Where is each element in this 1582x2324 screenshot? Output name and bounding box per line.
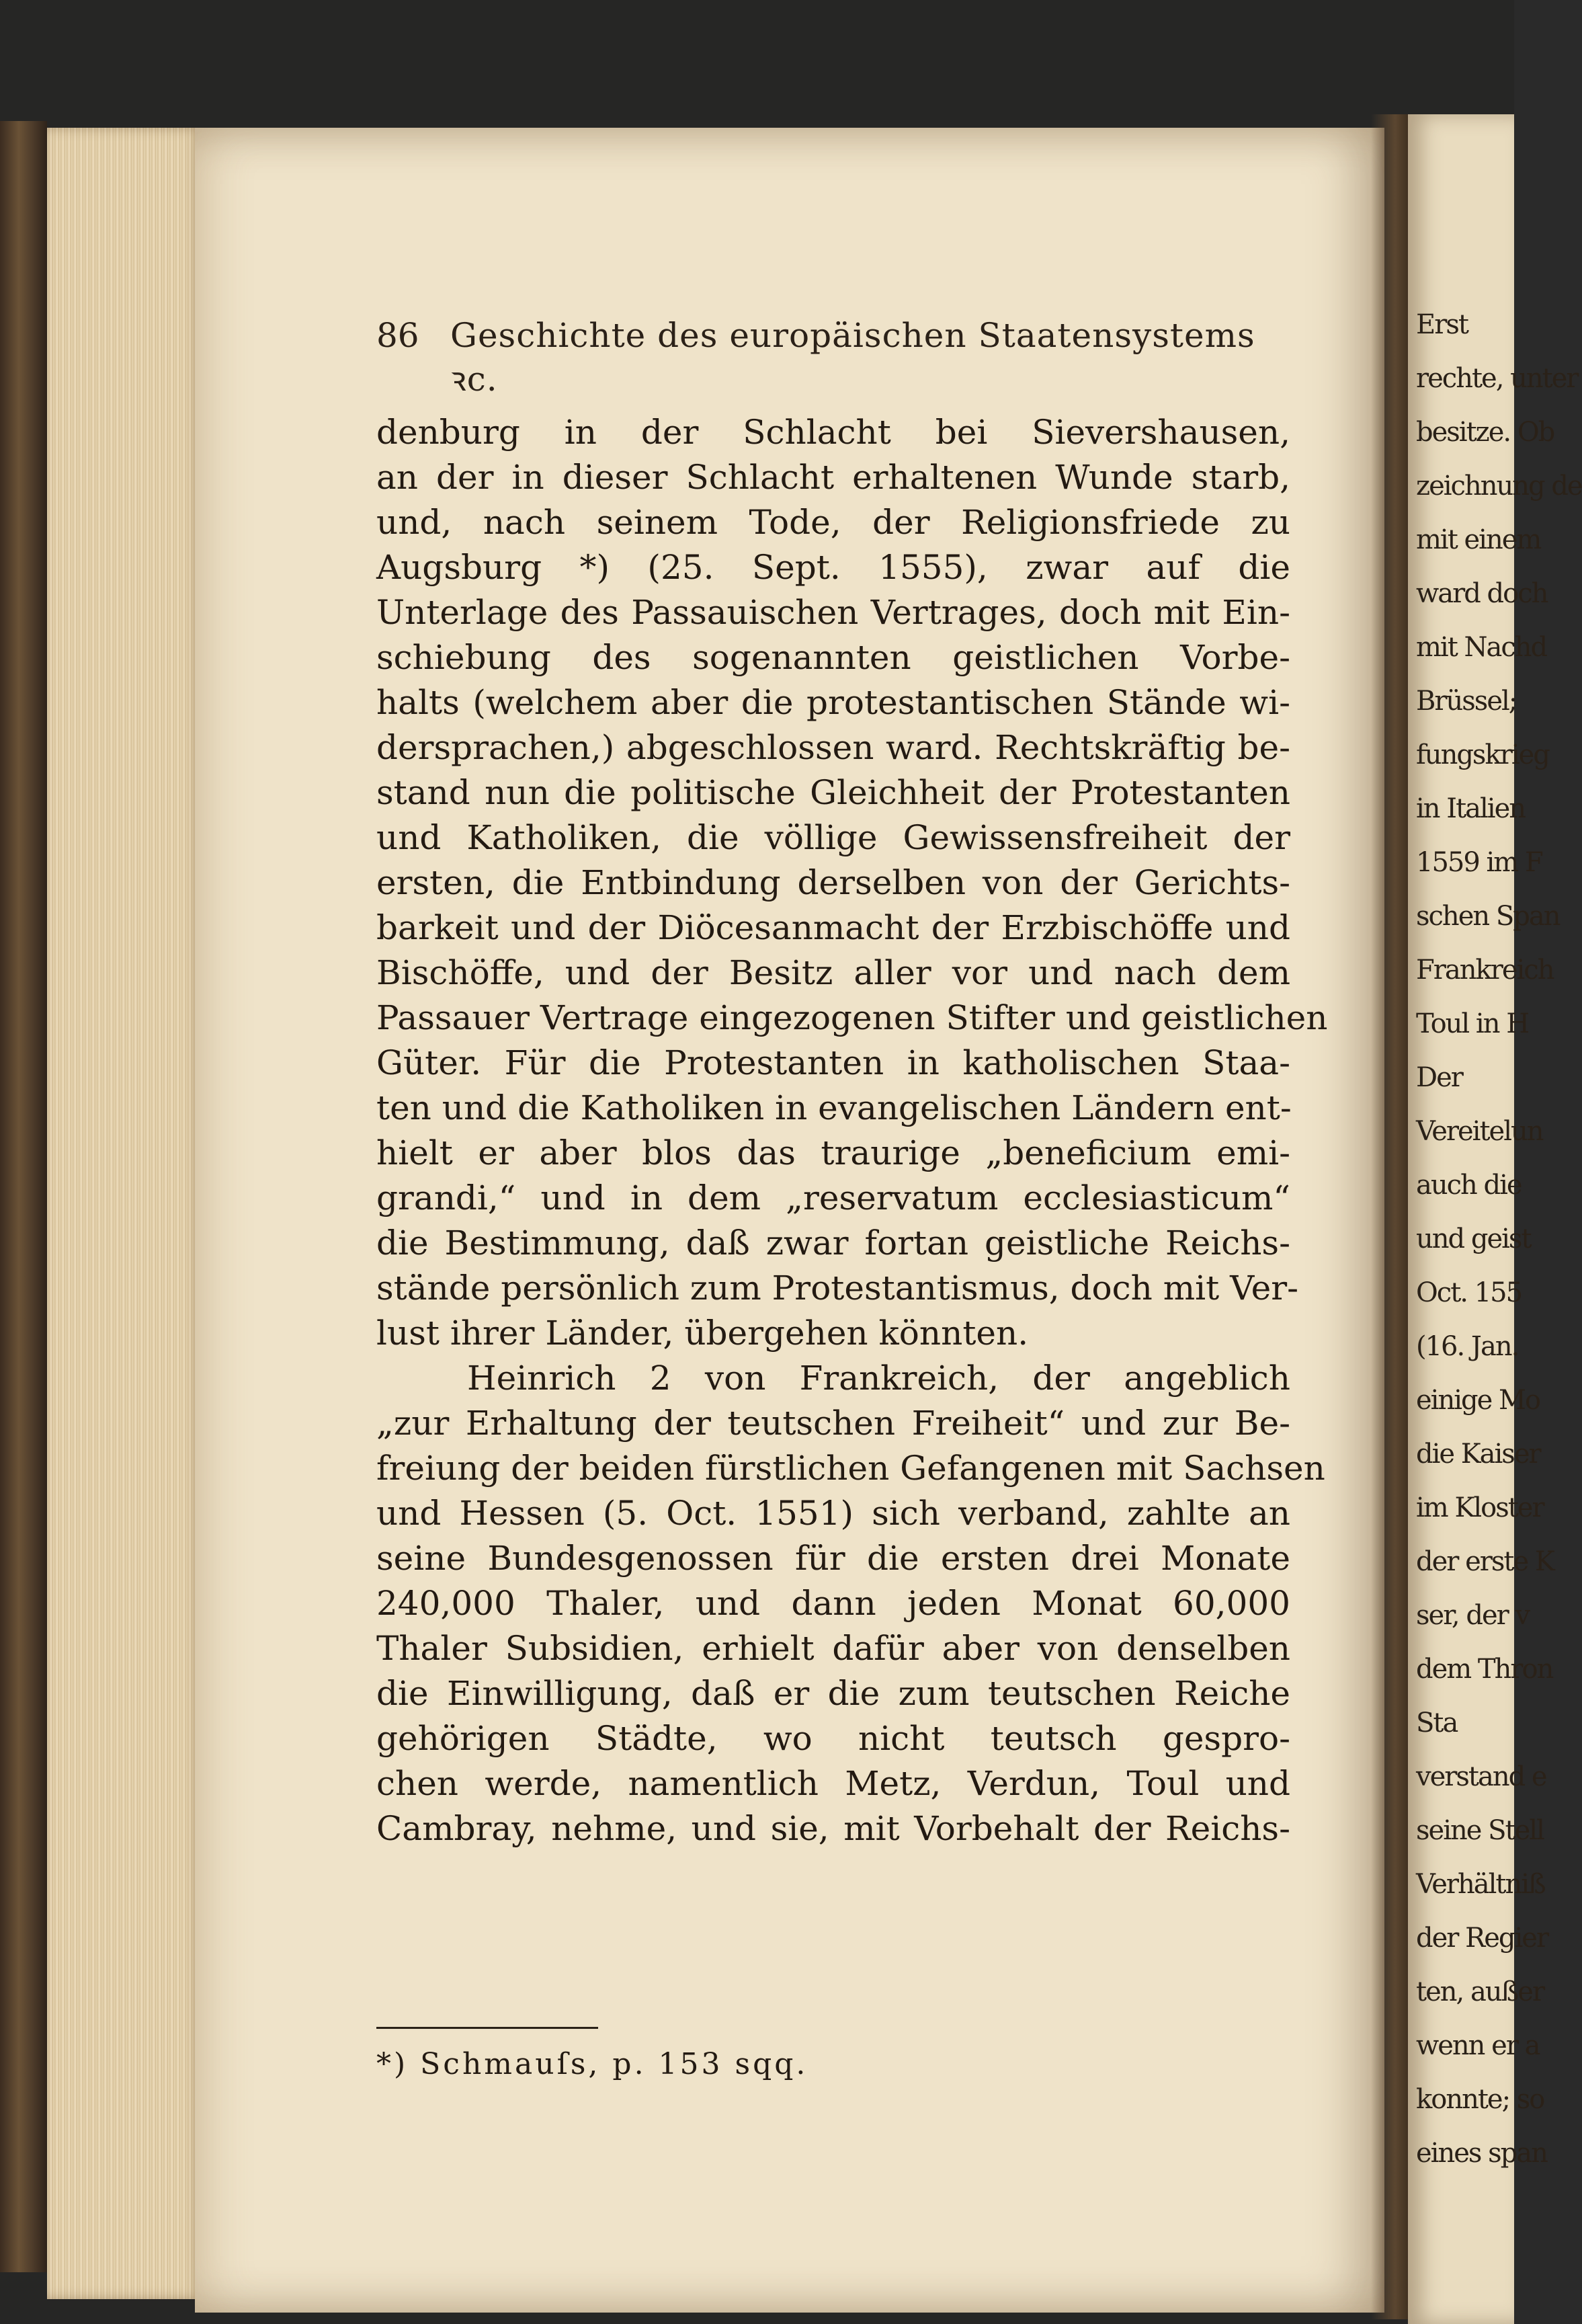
- page-block-edges: [47, 128, 202, 2299]
- text-line: denburg in der Schlacht bei Sievershausen,: [376, 413, 1290, 452]
- right-page-line: (16. Jan.: [1416, 1331, 1519, 1362]
- right-page-line: besitze. Ob: [1416, 417, 1554, 448]
- right-page-line: der erste K: [1416, 1546, 1554, 1577]
- right-page-line: Erst: [1416, 309, 1468, 340]
- right-page-line: einige Mo: [1416, 1385, 1540, 1416]
- book-gutter: [1371, 114, 1411, 2319]
- right-page-line: der Regier: [1416, 1923, 1548, 1954]
- right-page-line: Verhältniß: [1416, 1869, 1545, 1900]
- text-line: Augsburg *) (25. Sept. 1555), zwar auf die: [376, 548, 1290, 587]
- text-line: und Katholiken, die völlige Gewissensfreiheit der: [376, 818, 1290, 857]
- text-line: stand nun die politische Gleichheit der Protestanten: [376, 773, 1290, 812]
- text-line: schiebung des sogenannten geistlichen Vorbe-: [376, 638, 1290, 677]
- text-line: und, nach seinem Tode, der Religionsfriede zu: [376, 503, 1290, 542]
- page-number: 86: [376, 316, 419, 355]
- footnote: *) Schmauſs, p. 153 sqq.: [376, 2047, 808, 2081]
- right-page-line: Oct. 155: [1416, 1277, 1522, 1308]
- right-page-line: Frankreich: [1416, 955, 1554, 986]
- text-line: Thaler Subsidien, erhielt dafür aber von denselben: [376, 1629, 1290, 1668]
- right-page-line: konnte; so: [1416, 2084, 1544, 2115]
- footnote-rule: [376, 2027, 598, 2029]
- right-page-line: mit Nachd: [1416, 632, 1547, 663]
- right-page-line: schen Span: [1416, 901, 1560, 932]
- text-line: Passauer Vertrage eingezogenen Stifter und geistlichen: [376, 998, 1328, 1037]
- right-page-line: Der: [1416, 1062, 1462, 1093]
- text-line: stände persönlich zum Protestantismus, doch mit Ver-: [376, 1269, 1299, 1308]
- text-line: ten und die Katholiken in evangelischen Ländern ent-: [376, 1088, 1292, 1127]
- text-line: halts (welchem aber die protestantischen Stände wi-: [376, 683, 1290, 722]
- right-page-line: wenn er a: [1416, 2030, 1540, 2061]
- paragraph-start-line: Heinrich 2 von Frankreich, der angeblich: [467, 1359, 1290, 1398]
- text-line: Unterlage des Passauischen Vertrages, doch mit Ein-: [376, 593, 1290, 632]
- page-header: [376, 316, 1270, 399]
- right-page-line: verstand e: [1416, 1761, 1546, 1792]
- text-line: barkeit und der Diöcesanmacht der Erzbischöffe und: [376, 908, 1290, 947]
- text-line: grandi,“ und in dem „reservatum ecclesiasticum“: [376, 1178, 1290, 1217]
- text-line: dersprachen,) abgeschlossen ward. Rechtskräftig be-: [376, 728, 1290, 767]
- text-line: Güter. Für die Protestanten in katholischen Staa-: [376, 1043, 1290, 1082]
- text-line: die Bestimmung, daß zwar fortan geistliche Reichs-: [376, 1224, 1290, 1263]
- right-page-line: dem Thron: [1416, 1654, 1553, 1685]
- text-line: „zur Erhaltung der teutschen Freiheit“ und zur Be-: [376, 1404, 1290, 1443]
- right-page-line: Sta: [1416, 1708, 1458, 1738]
- text-line: ersten, die Entbindung derselben von der Gerichts-: [376, 863, 1290, 902]
- text-line: an der in dieser Schlacht erhaltenen Wunde starb,: [376, 458, 1290, 497]
- right-page-line: eines span: [1416, 2138, 1547, 2169]
- right-page-line: ten, außer: [1416, 1976, 1544, 2007]
- right-page-fragment: [1408, 114, 1582, 2324]
- right-page-line: seine Stell: [1416, 1815, 1544, 1846]
- marbled-cover: [0, 121, 47, 2272]
- right-page-line: im Kloster: [1416, 1492, 1544, 1523]
- text-line: gehörigen Städte, wo nicht teutsch gespro-: [376, 1719, 1290, 1758]
- text-line: Bischöffe, und der Besitz aller vor und nach dem: [376, 953, 1290, 992]
- text-line: lust ihrer Länder, übergehen könnten.: [376, 1314, 1029, 1353]
- right-page-line: Toul in H: [1416, 1008, 1529, 1039]
- right-page-line: Brüssel;: [1416, 686, 1517, 717]
- text-line: hielt er aber blos das traurige „beneficium emi-: [376, 1133, 1290, 1172]
- right-page-line: mit einem: [1416, 524, 1541, 555]
- right-page-line: fungskrieg: [1416, 739, 1549, 770]
- right-page-line: ser, der v: [1416, 1600, 1530, 1631]
- right-page-line: Vereitelun: [1416, 1116, 1543, 1147]
- right-page-line: 1559 im F: [1416, 847, 1542, 878]
- right-page-line: zeichnung de: [1416, 471, 1582, 502]
- text-line: seine Bundesgenossen für die ersten drei Monate: [376, 1539, 1290, 1578]
- text-line: 240,000 Thaler, und dann jeden Monat 60,000: [376, 1584, 1290, 1623]
- right-page-line: auch die: [1416, 1170, 1522, 1201]
- body-text: [376, 410, 1328, 1851]
- right-page-line: die Kaiser: [1416, 1439, 1540, 1470]
- right-page-line: in Italien: [1416, 793, 1526, 824]
- text-line: Cambray, nehme, und sie, mit Vorbehalt der Reichs-: [376, 1809, 1290, 1848]
- text-line: chen werde, namentlich Metz, Verdun, Toul und: [376, 1764, 1290, 1803]
- text-line: freiung der beiden fürstlichen Gefangenen mit Sachsen: [376, 1449, 1325, 1488]
- right-page-line: rechte, unter: [1416, 363, 1578, 394]
- right-page-line: und geist: [1416, 1224, 1531, 1254]
- running-title: Geschichte des europäischen Staatensystems ꝛc.: [450, 316, 1255, 399]
- right-page-line: ward doch: [1416, 578, 1548, 609]
- text-line: und Hessen (5. Oct. 1551) sich verband, zahlte an: [376, 1494, 1290, 1533]
- text-line: die Einwilligung, daß er die zum teutschen Reiche: [376, 1674, 1290, 1713]
